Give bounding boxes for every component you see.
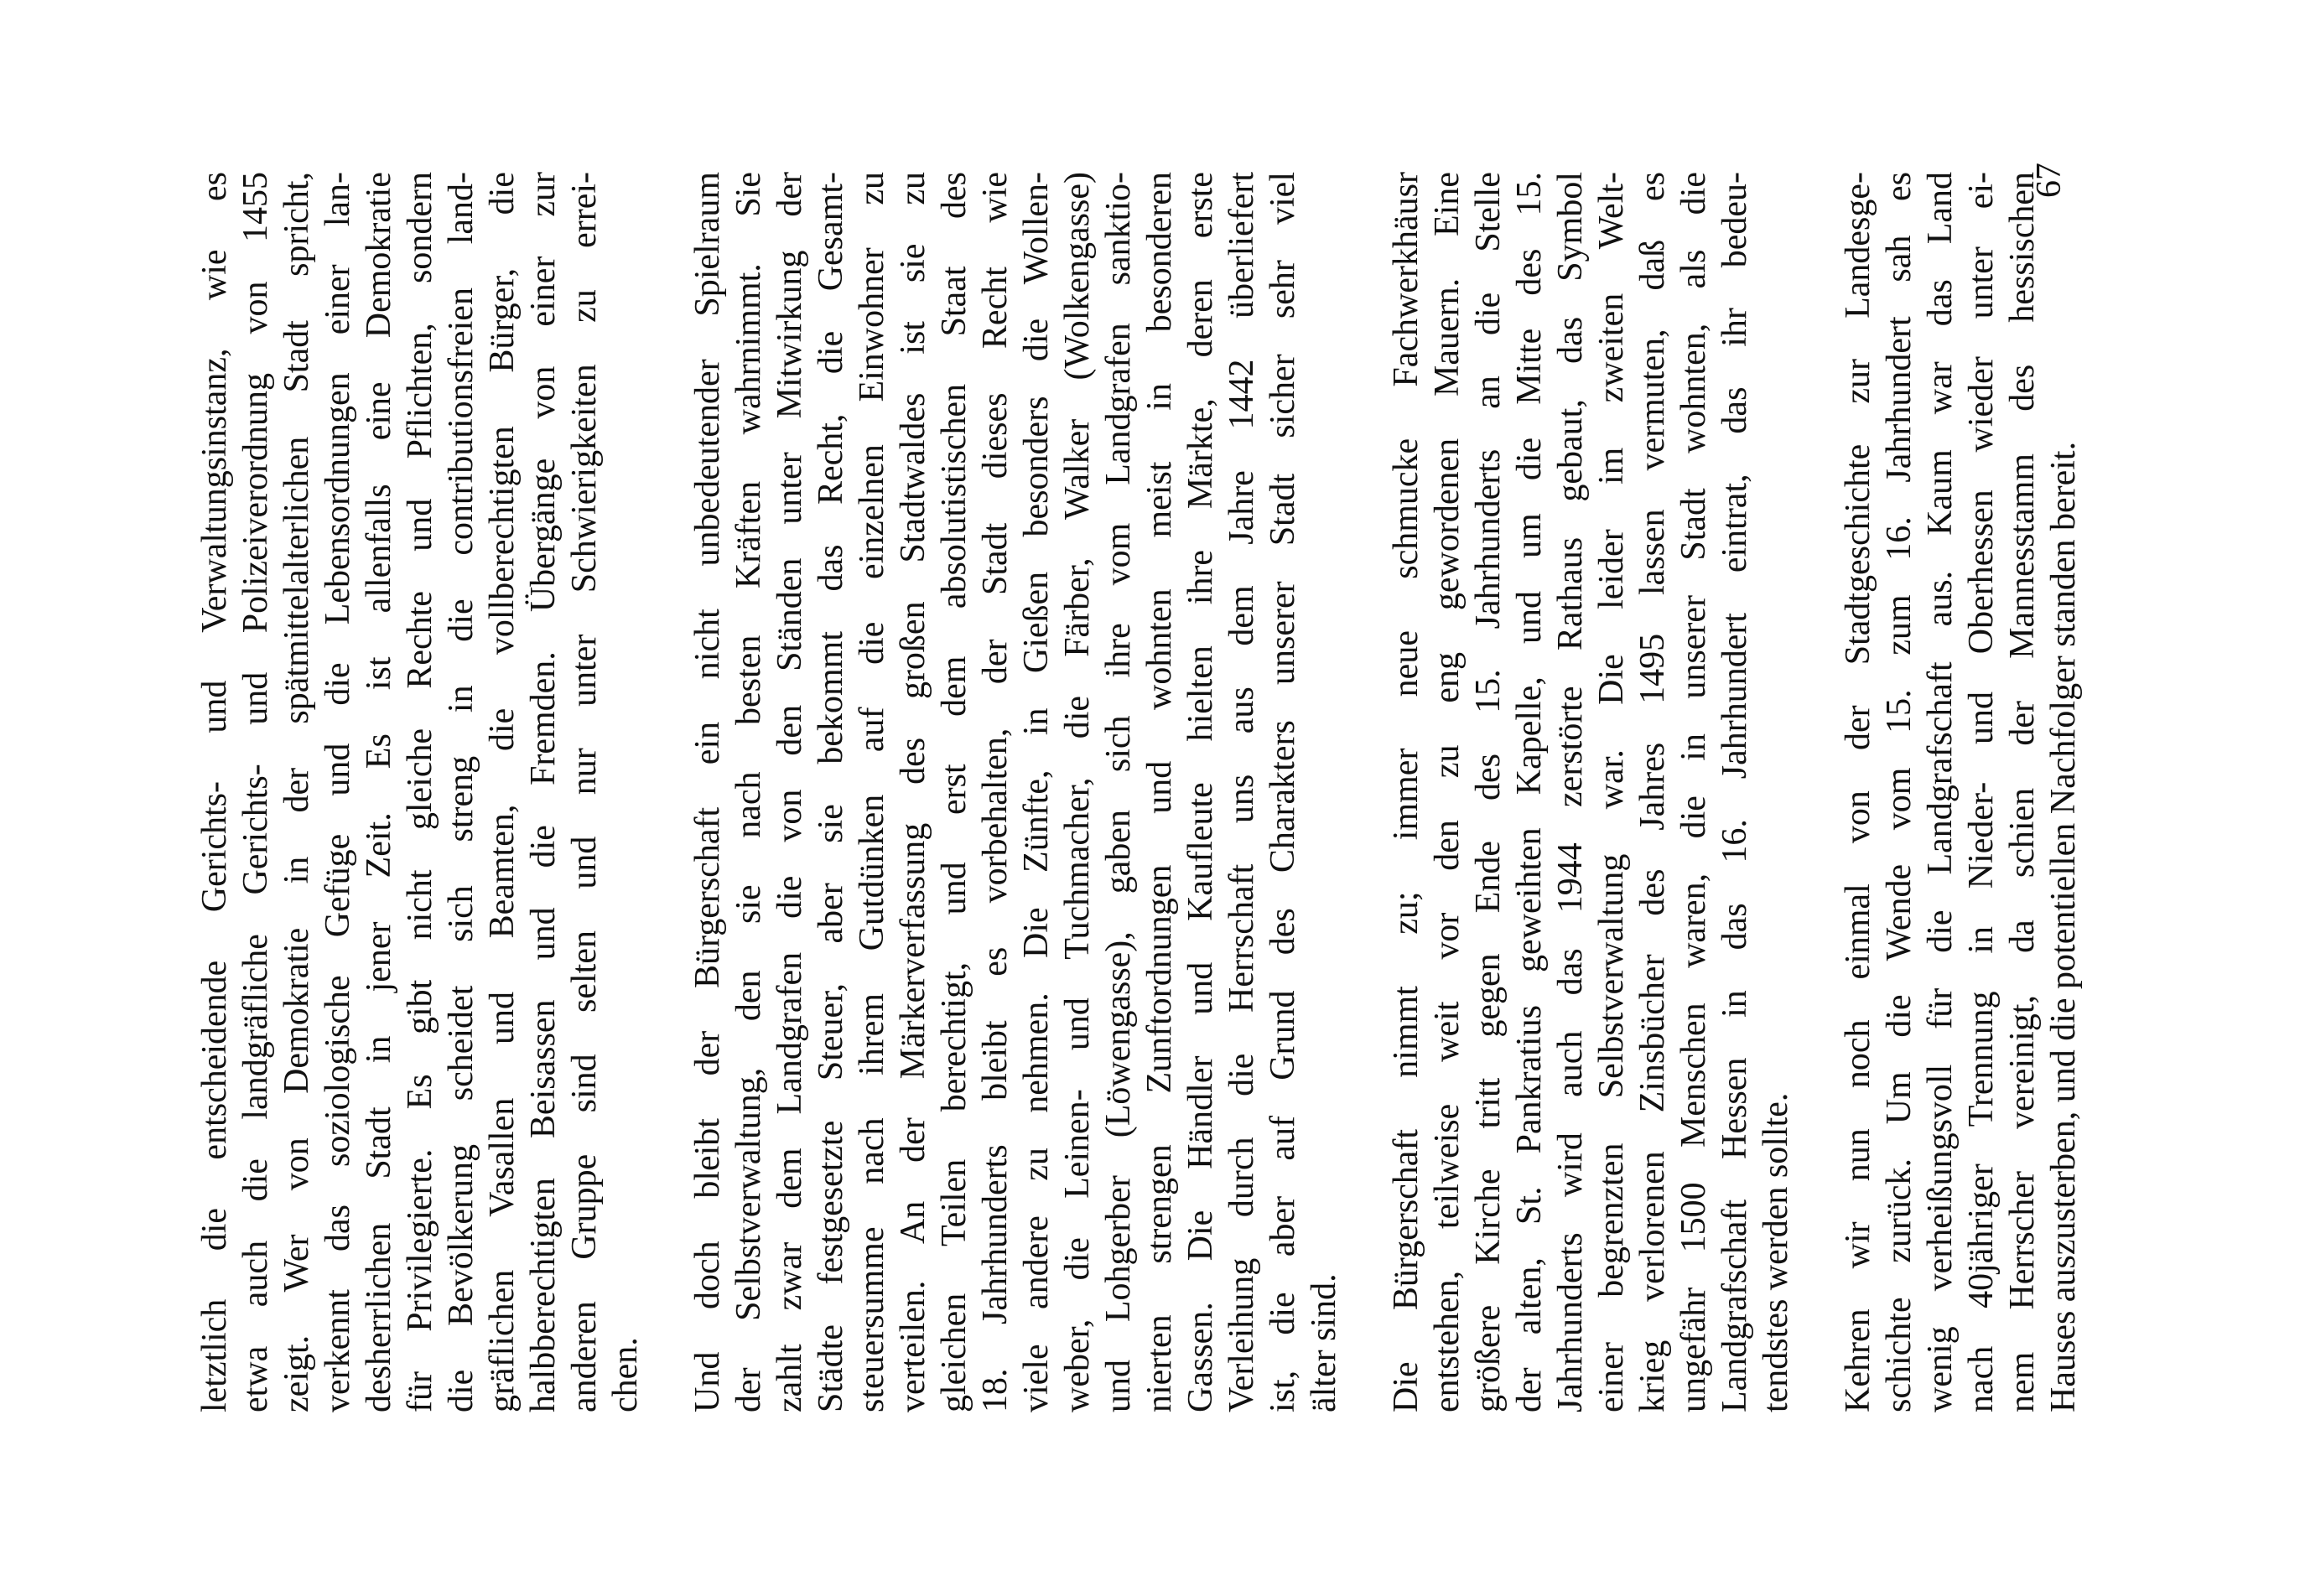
text-line: Die Bürgerschaft nimmt zu; immer neue schmucke Fachwerkhäusr bbox=[1387, 172, 1425, 1412]
text-line: der Selbstverwaltung, den sie nach besten Kräften wahrnimmt. Sie bbox=[729, 172, 768, 1412]
text-line: chen. bbox=[606, 1337, 645, 1412]
text-line: ungefähr 1500 Menschen waren, die in unserer Stadt wohnten, als die bbox=[1674, 172, 1713, 1412]
text-line: desherrlichen Stadt in jener Zeit. Es ist allenfalls eine Demokratie bbox=[360, 172, 398, 1412]
text-line: zahlt zwar dem Landgrafen die von den Ständen unter Mitwirkung der bbox=[771, 172, 809, 1412]
paragraph-3 bbox=[1386, 172, 1797, 1412]
text-line: Jahrhunderts wird auch das 1944 zerstörte Rathaus gebaut, das Symbol bbox=[1551, 172, 1590, 1412]
paragraph-1 bbox=[195, 172, 646, 1412]
text-line: letztlich die entscheidende Gerichts- und Verwaltungsinstanz, wie es bbox=[195, 172, 234, 1412]
text-line: Gassen. Die Händler und Kaufleute hielten ihre Märkte, deren erste bbox=[1181, 172, 1220, 1412]
text-line: 18. Jahrhunderts bleibt es vorbehalten, der Stadt dieses Recht wie bbox=[976, 172, 1015, 1412]
text-line: viele andere zu nehmen. Die Zünfte, in Gießen besonders die Wollen- bbox=[1017, 172, 1056, 1412]
text-line: schichte zurück. Um die Wende vom 15. zum 16. Jahrhundert sah es bbox=[1880, 172, 1918, 1412]
text-line: anderen Gruppe sind selten und nur unter Schwierigkeiten zu errei- bbox=[565, 172, 604, 1412]
text-line: weber, die Leinen- und Tuchmacher, die Färber, Walker (Wolkengasse) bbox=[1058, 172, 1097, 1412]
text-line: zeigt. Wer von Demokratie in der spätmittelalterlichen Stadt spricht, bbox=[278, 172, 316, 1412]
text-line: wenig verheißungsvoll für die Landgrafschaft aus. Kaum war das Land bbox=[1921, 172, 1960, 1412]
text-line: entstehen, teilweise weit vor den zu eng gewordenen Mauern. Eine bbox=[1428, 172, 1467, 1412]
text-line: gleichen Teilen berechtigt, und erst dem absolutistischen Staat des bbox=[935, 172, 973, 1412]
text-line: verkennt das soziologische Gefüge und die Lebensordnungen einer lan- bbox=[319, 172, 357, 1412]
text-line: der alten, St. Pankratius geweihten Kapelle, und um die Mitte des 15. bbox=[1510, 172, 1549, 1412]
text-line: verteilen. An der Märkerverfassung des großen Stadtwaldes ist sie zu bbox=[894, 172, 932, 1412]
text-line: gräflichen Vasallen und Beamten, die vollberechtigten Bürger, die bbox=[483, 172, 522, 1412]
text-line: krieg verlorenen Zinsbücher des Jahres 1495 lassen vermuten, daß es bbox=[1633, 172, 1672, 1412]
paragraph-2 bbox=[688, 172, 1345, 1412]
text-line: Städte festgesetzte Steuer, aber sie bekommt das Recht, die Gesamt- bbox=[812, 172, 850, 1412]
text-line: die Bevölkerung scheidet sich streng in die contributionsfreien land- bbox=[442, 172, 480, 1412]
text-line: und Lohgerber (Löwengasse), gaben sich ihre vom Landgrafen sanktio- bbox=[1099, 172, 1138, 1412]
text-line: etwa auch die landgräfliche Gerichts- und Polizeiverordnung von 1455 bbox=[236, 172, 275, 1412]
text-line: steuersumme nach ihrem Gutdünken auf die einzelnen Einwohner zu bbox=[853, 172, 891, 1412]
text-line: einer begrenzten Selbstverwaltung war. Die leider im zweiten Welt- bbox=[1592, 172, 1631, 1412]
text-line: Verleihung durch die Herrschaft uns aus dem Jahre 1442 überliefert bbox=[1223, 172, 1261, 1412]
text-line: Hauses auszusterben, und die potentiellen Nachfolger standen bereit. bbox=[2044, 441, 2083, 1412]
text-line: Landgrafschaft Hessen in das 16. Jahrhundert eintrat, das ihr bedeu- bbox=[1716, 172, 1754, 1412]
text-line: nem Herrscher vereinigt, da schien der Mannesstamm des hessischen bbox=[2003, 172, 2042, 1412]
page-number: 67 bbox=[2030, 163, 2069, 198]
text-line: älter sind. bbox=[1305, 1273, 1343, 1412]
text-line: nach 40jähriger Trennung in Nieder- und Oberhessen wieder unter ei- bbox=[1962, 172, 2001, 1412]
text-line: nierten strengen Zunftordnungen und wohnten meist in besonderen bbox=[1140, 172, 1179, 1412]
text-line: ist, die aber auf Grund des Charakters unserer Stadt sicher sehr viel bbox=[1264, 172, 1302, 1412]
text-line: Und doch bleibt der Bürgerschaft ein nicht unbedeutender Spielraum bbox=[688, 172, 727, 1412]
text-line: größere Kirche tritt gegen Ende des 15. Jahrhunderts an die Stelle bbox=[1469, 172, 1508, 1412]
text-line: für Privilegierte. Es gibt nicht gleiche Rechte und Pflichten, sondern bbox=[401, 172, 439, 1412]
paragraph-4 bbox=[1838, 172, 2084, 1412]
text-line: halbberechtigten Beisassen und die Fremden. Übergänge von einer zur bbox=[524, 172, 563, 1412]
body-text bbox=[195, 172, 2126, 1412]
text-line: Kehren wir nun noch einmal von der Stadtgeschichte zur Landesge- bbox=[1839, 172, 1877, 1412]
text-line: tendstes werden sollte. bbox=[1757, 1092, 1795, 1412]
